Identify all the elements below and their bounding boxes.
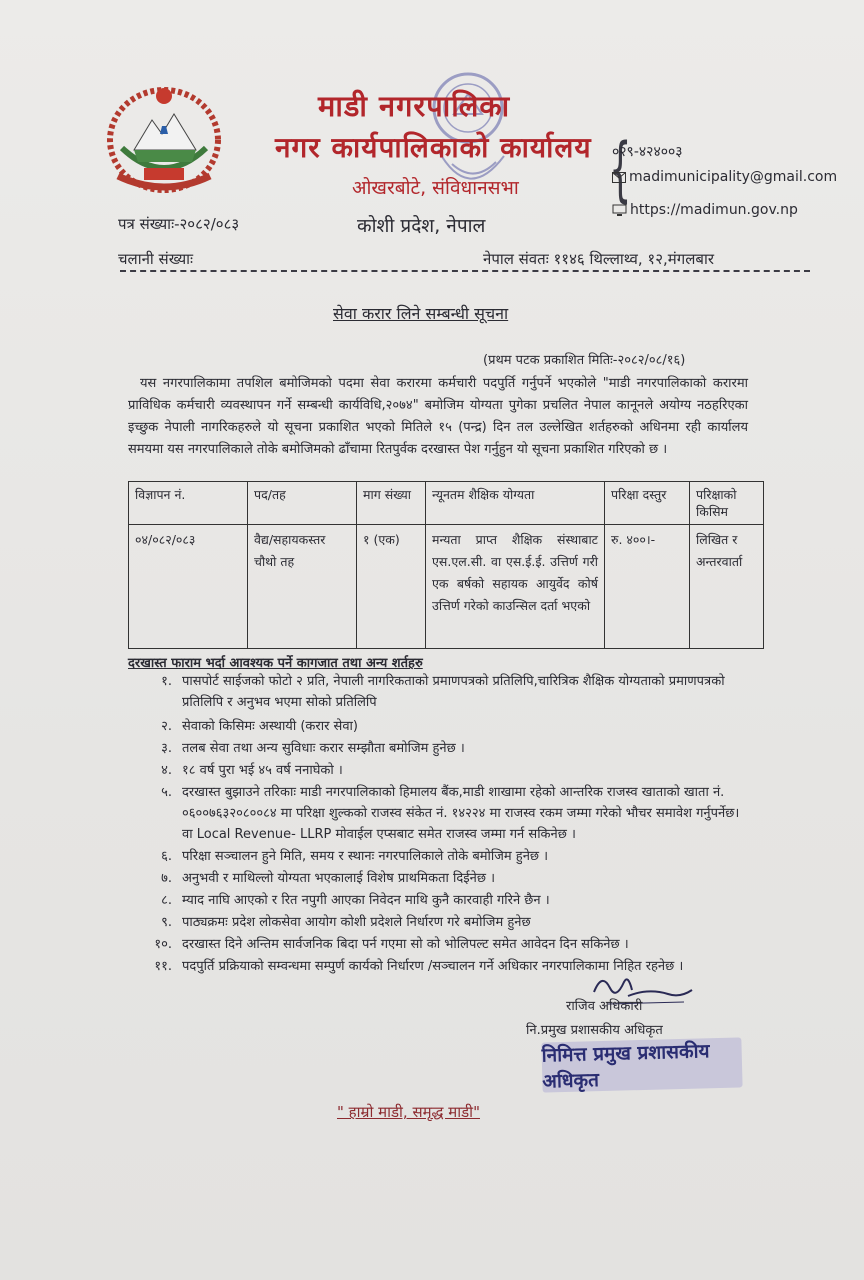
list-item: ९. पाठ्यक्रमः प्रदेश लोकसेवा आयोग कोशी प्रदेशले निर्धारण गरे बमोजिम हुनेछ xyxy=(161,915,531,930)
header-divider xyxy=(120,270,810,272)
municipality-name: माडी नगरपालिका xyxy=(318,89,511,123)
table-header-cell: परिक्षा दस्तुर xyxy=(605,482,690,525)
list-item: ३. तलब सेवा तथा अन्य सुविधाः करार सम्झौता बमोजिम हुनेछ । xyxy=(161,741,465,756)
office-name: नगर कार्यपालिकाको कार्यालय xyxy=(275,131,592,164)
signatory-name: राजिव अधिकारी xyxy=(566,999,643,1014)
slogan: " हाम्रो माडी, समृद्ध माडी" xyxy=(337,1103,480,1121)
table-cell: लिखित र अन्तरवार्ता xyxy=(690,525,764,649)
dispatch-number: चलानी संख्याः xyxy=(118,250,194,268)
list-item: ७. अनुभवी र माथिल्लो योग्यता भएकालाई विशेष प्राथमिकता दिईनेछ । xyxy=(161,871,496,886)
nepal-emblem-icon xyxy=(104,78,224,196)
list-item: ४. १८ वर्ष पुरा भई ४५ वर्ष ननाघेको । xyxy=(161,763,343,778)
table-header-cell: पद/तह xyxy=(248,482,357,525)
notice-title: सेवा करार लिने सम्बन्धी सूचना xyxy=(333,304,509,323)
contact-website[interactable]: https://madimun.gov.np xyxy=(612,202,798,218)
table-cell: मन्यता प्राप्त शैक्षिक संस्थाबाट एस.एल.सी. वा एस.ई.ई. उत्तिर्ण गरी एक बर्षको सहायक आयुर्वेद कोर्ष उत्तिर्ण गरेको काउन्सिल दर्ता भएको xyxy=(426,525,605,649)
table-header-cell: माग संख्या xyxy=(357,482,426,525)
table-cell: वैद्य/सहायकस्तर चौथो तह xyxy=(248,525,357,649)
table-cell: ०४/०८२/०८३ xyxy=(129,525,248,649)
province-name: कोशी प्रदेश, नेपाल xyxy=(357,215,486,237)
nepal-sambat-date: नेपाल संवतः ११४६ थिल्लाथ्व, १२,मंगलबार xyxy=(483,250,714,268)
table-header-row xyxy=(129,482,764,525)
list-item: १. पासपोर्ट साईजको फोटो २ प्रति, नेपाली नागरिकताको प्रमाणपत्रको प्रतिलिपि,चारित्रिक शैक्षिक योग्यताको प्रमाणपत्रको प्रतिलिपि र अनुभव भएमा सोको प्रतिलिपि xyxy=(161,674,725,710)
office-address: ओखरबोटे, संविधानसभा xyxy=(352,177,519,199)
contact-brace: { xyxy=(609,128,632,210)
table-header-cell: न्यूनतम शैक्षिक योग्यता xyxy=(426,482,605,525)
table-header-cell: परिक्षाको किसिम xyxy=(690,482,764,525)
notice-body: यस नगरपालिकामा तपशिल बमोजिमको पदमा सेवा करारमा कर्मचारी पदपुर्ति गर्नुपर्ने भएकोले "माडी नगरपालिकाको करारमा प्राविधिक कर्मचारी व्यवस्थापन गर्ने सम्बन्धी कार्यविधि,२०७४" बमोजिम योग्यता पुगेका प्रचलित नेपाल कानूनले अयोग्य नठहरिएका इच्छुक नेपाली नागरिकहरुले यो सूचना प्रकाशित भएको मितिले १५ (पन्द्र) दिन तल उल्लेखित शर्तहरुको अधिनमा रही कार्यालय समयमा यस नगरपालिकाले तोके बमोजिमको ढाँचामा रितपुर्वक दरखास्त पेश गर्नुहुन यो सूचना प्रकाशित गरिएको छ । xyxy=(128,376,748,457)
letter-number: पत्र संख्याः-२०८२/०८३ xyxy=(118,215,240,233)
requirements-title: दरखास्त फाराम भर्दा आवश्यक पर्ने कागजात तथा अन्य शर्तहरु xyxy=(128,656,423,671)
published-date: (प्रथम पटक प्रकाशित मितिः-२०८२/०८/१६) xyxy=(483,353,686,368)
contact-phone: ०२९-४२४००३ xyxy=(612,144,683,160)
list-item: ५. दरखास्त बुझाउने तरिकाः माडी नगरपालिकाको हिमालय बैंक,माडी शाखामा रहेको आन्तरिक राजस्व खाताको खाता नं. ०६००७६३२०८००८४ मा परिक्षा शुल्कको राजस्व संकेत नं. १४२२४ मा राजस्व रकम जम्मा गरेको भौचर समावेश गर्नुपर्नेछ। वा Local Revenue- LLRP मोवाईल एप्सबाट समेत राजस्व जम्मा गर्न सकिनेछ । xyxy=(161,785,740,842)
signatory-role: नि.प्रमुख प्रशासकीय अधिकृत xyxy=(526,1023,663,1038)
list-item: २. सेवाको किसिमः अस्थायी (करार सेवा) xyxy=(161,719,358,734)
list-item: ६. परिक्षा सञ्चालन हुने मिति, समय र स्थानः नगरपालिकाले तोके बमोजिम हुनेछ । xyxy=(161,849,549,864)
table-header-cell: विज्ञापन नं. xyxy=(129,482,248,525)
mail-icon xyxy=(612,172,626,183)
list-item: १०. दरखास्त दिने अन्तिम सार्वजनिक बिदा पर्न गएमा सो को भोलिपल्ट समेत आवेदन दिन सकिनेछ । xyxy=(154,937,629,952)
list-item: ८. म्याद नाघि आएको र रित नपुगी आएका निवेदन माथि कुनै कारवाही गरिने छैन । xyxy=(161,893,550,908)
contact-email[interactable]: madimunicipality@gmail.com xyxy=(612,169,837,185)
computer-icon xyxy=(612,204,627,217)
vacancy-table xyxy=(128,481,764,649)
list-item: ११. पदपुर्ति प्रक्रियाको सम्वन्धमा सम्पुर्ण कार्यको निर्धारण /सञ्चालन गर्ने अधिकार नगरपालिकामा निहित रहनेछ । xyxy=(154,959,684,974)
table-row xyxy=(129,525,764,649)
table-cell: १ (एक) xyxy=(357,525,426,649)
table-cell: रु. ४००।- xyxy=(605,525,690,649)
role-stamp: निमित्त प्रमुख प्रशासकीय अधिकृत xyxy=(541,1037,742,1092)
